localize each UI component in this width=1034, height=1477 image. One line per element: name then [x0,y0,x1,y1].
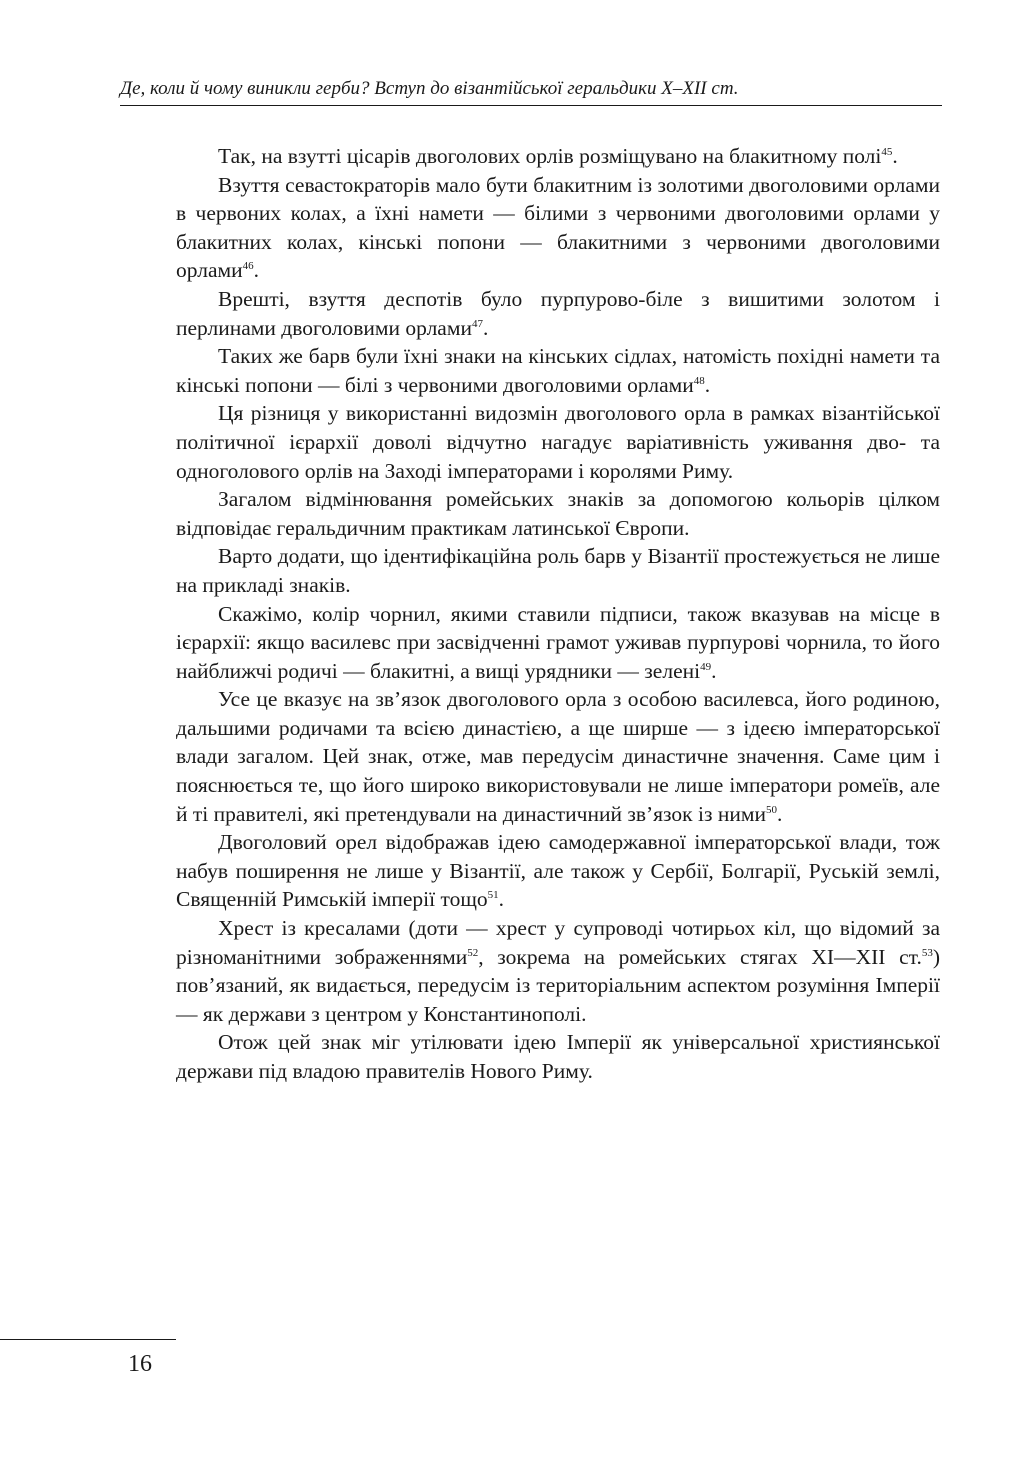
footnote-ref[interactable]: 48 [693,374,705,387]
footnote-ref[interactable]: 47 [471,317,483,330]
footnote-ref[interactable]: 51 [487,889,499,902]
paragraph [176,600,940,686]
paragraph-text: Отож цей знак міг утілювати ідею Імперії як універсальної християнської держави під владою правителів Нового Риму. [176,1030,940,1083]
paragraph-tail: . [253,258,259,283]
paragraph [176,342,940,399]
paragraph [176,542,940,599]
paragraph-tail: . [498,887,505,912]
paragraph [176,914,940,1028]
paragraph-tail: ) пов’язаний, як видається, передусім із територіальним аспектом розуміння Імперії — як держави з центром у Константинополі. [176,944,940,1026]
footnote-ref[interactable]: 45 [881,146,893,158]
paragraph [176,285,940,342]
paragraph [176,142,940,171]
paragraph-tail: . [711,658,717,683]
paragraph-text: Взуття севастократорів мало бути блакитним із золотими двоголовими орлами в червоних колах, а їхні намети — білими з червоними двоголовими орлами у блакитних колах, кінські попони — блакитними з червоними двоголовими орлами [176,172,940,283]
footnote-ref[interactable]: 49 [700,660,712,673]
paragraph [176,399,940,485]
paragraph [176,1028,940,1085]
paragraph-text: Врешті, взуття деспотів було пурпурово-біле з вишитими золотом і перлинами двоголовими орлами [176,286,940,340]
paragraph-text-mid: , зокрема на ромейських стягах XI—XII ст. [478,944,922,969]
footer-rule [0,1339,176,1340]
paragraph [176,685,940,828]
footnote-ref[interactable]: 53 [921,946,933,959]
paragraph-tail: . [776,801,783,826]
paragraph-text: Так, на взутті цісарів двоголових орлів розміщувано на блакитному полі [218,144,882,168]
paragraph-text: Хрест із кресалами (доти — хрест у супроводі чотирьох кіл, що відомий за різноманітними зображеннями [176,916,940,969]
paragraph [176,485,940,542]
paragraph-tail: . [482,315,489,340]
running-header: Де, коли й чому виникли герби? Вступ до візантійської геральдики X–XII ст. [120,78,739,99]
footnote-ref[interactable]: 46 [242,260,254,273]
paragraph-text: Загалом відмінювання ромейських знаків за допомогою кольорів цілком відповідає геральдичним практикам латинської Європи. [176,487,940,540]
header-rule [120,105,942,106]
body-text [176,142,940,1086]
paragraph-text: Ця різниця у використанні видозмін двоголового орла в рамках візантійської політичної ієрархії доволі відчутно нагадує варіативність уживання дво- та одноголового орлів на Заході імператорами і королями Риму. [176,401,940,483]
paragraph [176,828,940,914]
footnote-ref[interactable]: 50 [765,803,777,816]
paragraph-text: Варто додати, що ідентифікаційна роль барв у Візантії простежується не лише на прикладі знаків. [176,544,940,597]
paragraph [176,171,940,285]
paragraph-text: Двоголовий орел відображав ідею самодержавної імператорської влади, тож набув поширення не лише у Візантії, але також у Сербії, Болгарії, Руській землі, Священній Римській імперії тощо [176,830,940,912]
paragraph-tail: . [892,144,898,168]
page-number: 16 [128,1351,152,1377]
footnote-ref[interactable]: 52 [467,946,479,959]
paragraph-text: Усе це вказує на зв’язок двоголового орла з особою василевса, його родиною, дальшими родичами та всією династією, а ще ширше — з ідеєю імператорської влади загалом. Цей знак, отже, мав передусім династичне значення. Саме цим і пояснюється те, що його широко використовували не лише імператори ромеїв, але й ті правителі, які претендували на династичний зв’язок із ними [176,687,940,826]
paragraph-tail: . [704,372,711,397]
paragraph-text: Скажімо, колір чорнил, якими ставили підписи, також вказував на місце в ієрархії: якщо василевс при засвідченні грамот уживав пурпурові чорнила, то його найближчі родичі — блакитні, а вищі урядники — зелені [176,601,940,683]
paragraph-text: Таких же барв були їхні знаки на кінських сідлах, натомість похідні намети та кінські попони — білі з червоними двоголовими орлами [176,344,940,397]
